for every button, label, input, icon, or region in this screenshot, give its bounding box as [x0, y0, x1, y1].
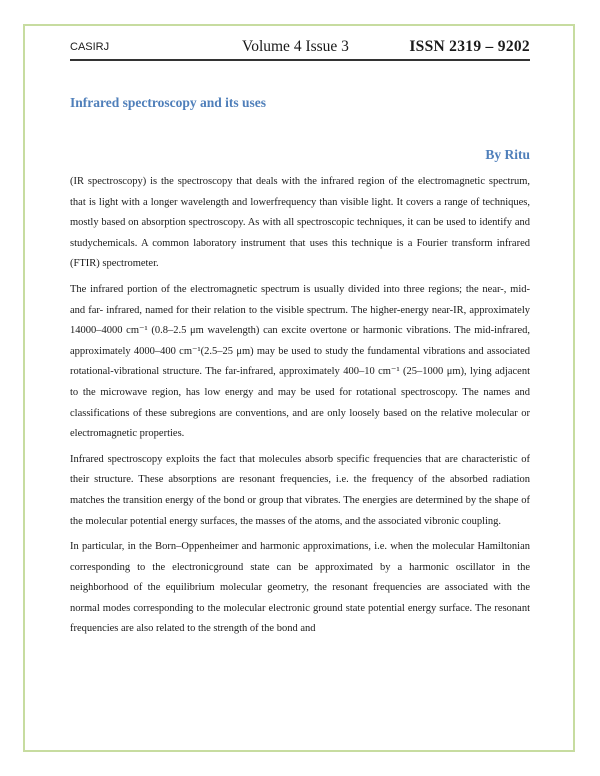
header-rule: [70, 59, 530, 61]
article-author: By Ritu: [485, 147, 530, 162]
page-header: [70, 38, 530, 60]
paragraph: In particular, in the Born–Oppenheimer and harmonic approximations, i.e. when the molecular Hamiltonian corresponding to the electronicground state can be approximated by a harmonic oscillator in the neighborhood of the equilibrium molecular geometry, the resonant frequencies are associated with the normal modes corresponding to the molecular electronic ground state potential energy surface. The resonant frequencies are also related to the strength of the bond and: [70, 541, 530, 635]
paragraph: Infrared spectroscopy exploits the fact that molecules absorb specific frequencies that are characteristic of their structure. These absorptions are resonant frequencies, i.e. the frequency of the absorbed radiation matches the transition energy of the bond or group that vibrates. The energies are determined by the shape of the molecular potential energy surfaces, the masses of the atoms, and the associated vibronic coupling.: [70, 453, 530, 527]
paragraph: The infrared portion of the electromagnetic spectrum is usually divided into three regions; the near-, mid- and far- infrared, named for their relation to the visible spectrum. The higher-energy near-IR, approximately 14000–4000 cm⁻¹ (0.8–2.5 μm wavelength) can excite overtone or harmonic vibrations. The mid-infrared, approximately 4000–400 cm⁻¹(2.5–25 μm) may be used to study the fundamental vibrations and associated rotational-vibrational structure. The far-infrared, approximately 400–10 cm⁻¹ (25–1000 μm), lying adjacent to the microwave region, has low energy and may be used for rotational spectroscopy. The names and classifications of these subregions are conventions, and are only loosely based on the relative molecular or electromagnetic properties.: [70, 283, 530, 440]
journal-name: CASIRJ: [70, 41, 110, 53]
article-body: [70, 172, 530, 645]
volume-issue: Volume 4 Issue 3: [242, 38, 349, 55]
article-title: Infrared spectroscopy and its uses: [70, 95, 267, 110]
paragraph: (IR spectroscopy) is the spectroscopy that deals with the infrared region of the electromagnetic spectrum, that is light with a longer wavelength and lowerfrequency than visible light. It covers a range of techniques, mostly based on absorption spectroscopy. As with all spectroscopic techniques, it can be used to identify and studychemicals. A common laboratory instrument that uses this technique is a Fourier transform infrared (FTIR) spectrometer.: [70, 176, 530, 270]
issn: ISSN 2319 – 9202: [409, 38, 530, 55]
